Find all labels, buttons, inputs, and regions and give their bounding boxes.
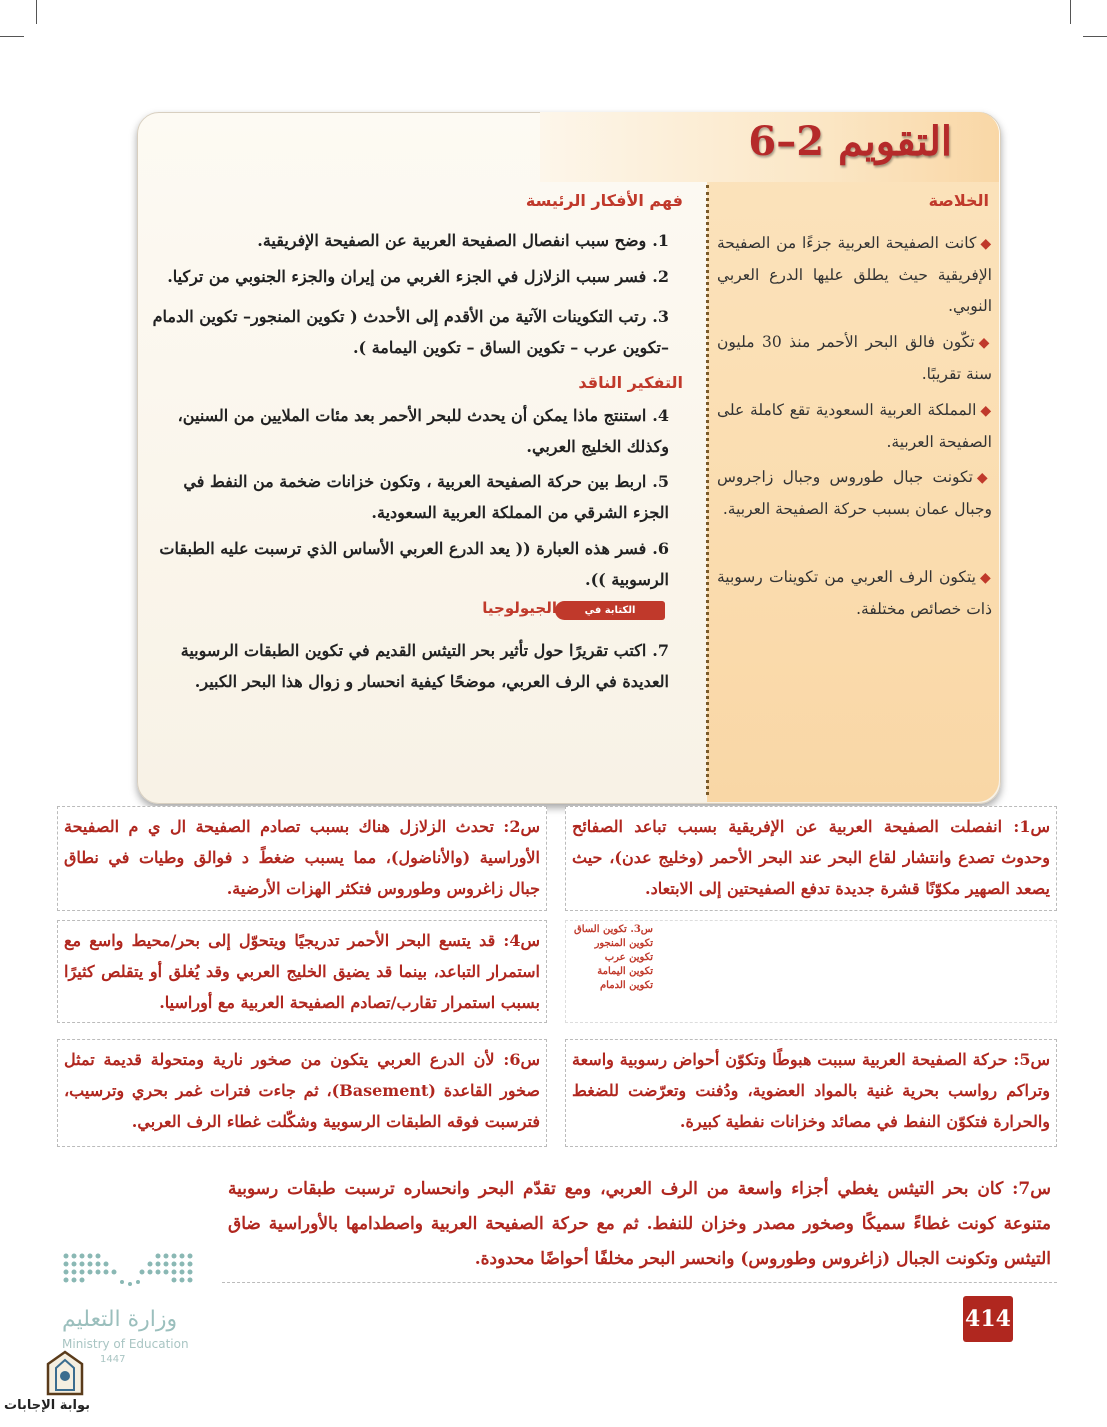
critical-thinking-heading: التفكير الناقد	[578, 373, 683, 392]
answer-3	[565, 920, 1057, 1023]
question-5: 5.اربط بين حركة الصفيحة العربية ، وتكون خزانات ضخمة من النفط في الجزء الشرقي من المملكة العربية السعودية.	[183, 472, 669, 522]
crop-mark	[1070, 0, 1071, 24]
page-number: 414	[963, 1296, 1013, 1342]
bullet-icon: ◆	[976, 470, 992, 486]
answer-6: س6: لأن الدرع العربي يتكون من صخور نارية ومتحولة قديمة تمثل صخور القاعدة (Basement)، ثم جاءت فترات غمر بحري وترسيب، فترسبت فوقه الطبقات الرسوبية وشكّلت غطاء الرف العربي.	[57, 1039, 547, 1147]
main-ideas-heading: فهم الأفكار الرئيسة	[525, 191, 683, 210]
question-3: 3.رتب التكوينات الآتية من الأقدم إلى الأحدث ( تكوين المنجور– تكوين الدمام –تكوين عرب – تكوين الساق – تكوين اليمامة ).	[152, 307, 669, 357]
question-2: 2.فسر سبب الزلازل في الجزء الغربي من إيران والجزء الجنوبي من تركيا.	[167, 267, 669, 286]
question-6: 6.فسر هذه العبارة (( يعد الدرع العربي الأساس الذي ترسبت عليه الطبقات الرسوبية )).	[159, 539, 669, 589]
crop-mark	[0, 36, 24, 37]
crop-mark	[36, 0, 37, 24]
bullet-icon: ◆	[979, 570, 992, 586]
summary-item: ◆يتكون الرف العربي من تكوينات رسوبية ذات خصائص مختلفة.	[717, 568, 992, 618]
bullet-icon: ◆	[980, 403, 992, 419]
bullet-icon: ◆	[978, 335, 992, 351]
site-name: بوابة الإجابات	[4, 1398, 90, 1413]
answer-5: س5: حركة الصفيحة العربية سببت هبوطًا وتكوّن أحواض رسوبية واسعة وتراكم رواسب بحرية غنية بالمواد العضوية، ودُفنت وتعرّضت للضغط والحرارة فتكوّن النفط في مصائد وخزانات نفطية كبيرة.	[565, 1039, 1057, 1147]
ministry-year: 1447	[100, 1354, 126, 1365]
ministry-logo-icon	[62, 1250, 198, 1290]
answer-4: س4: قد يتسع البحر الأحمر تدريجيًا ويتحوّل إلى بحر/محيط واسع مع استمرار التباعد، بينما قد يضيق الخليج العربي وقد يُغلق أو يتقلص كثيرًا بسبب استمرار تقارب/تصادم الصفيحة العربية مع أوراسيا.	[57, 920, 547, 1023]
answer-3-list: س3. تكوين الساق تكوين المنجور تكوين عرب تكوين اليمامة تكوين الدمام	[573, 924, 653, 991]
question-4: 4.استنتج ماذا يمكن أن يحدث للبحر الأحمر بعد مئات الملايين من السنين، وكذلك الخليج العربي.	[177, 406, 669, 456]
summary-item: ◆كانت الصفيحة العربية جزءًا من الصفيحة الإفريقية حيث يطلق عليها الدرع العربي النوبي.	[717, 234, 992, 315]
question-1: 1.وضح سبب انفصال الصفيحة العربية عن الصفيحة الإفريقية.	[257, 231, 669, 250]
crop-mark	[1083, 36, 1107, 37]
summary-heading: الخلاصة	[928, 191, 989, 210]
page-title: التقويم 2–6	[748, 118, 952, 165]
bullet-icon: ◆	[980, 236, 992, 252]
summary-item: ◆تكّون فالق البحر الأحمر منذ 30 مليون سنة تقريبًا.	[717, 333, 992, 383]
ministry-name-ar: وزارة التعليم	[62, 1307, 178, 1332]
ministry-name-en: Ministry of Education	[62, 1337, 189, 1351]
answer-2: س2: تحدث الزلازل هناك بسبب تصادم الصفيحة ال ي م الصفيحة الأوراسية (والأناضول)، مما يسبب ضغطً د فوالق وطيات في نطاق جبال زاغروس وطوروس فتكثر الهزات الأرضية.	[57, 806, 547, 911]
writing-label: الجيولوجيا	[482, 599, 557, 617]
question-7: 7.اكتب تقريرًا حول تأثير بحر التيثس القديم في تكوين الطبقات الرسوبية العديدة في الرف العربي، موضحًا كيفية انحسار و زوال هذا البحر الكبير.	[180, 641, 669, 691]
column-divider	[706, 185, 709, 795]
site-logo-icon	[40, 1350, 90, 1398]
summary-item: ◆المملكة العربية السعودية تقع كاملة على الصفيحة العربية.	[717, 401, 992, 451]
answer-7: س7: كان بحر التيثس يغطي أجزاء واسعة من الرف العربي، ومع تقدّم البحر وانحساره ترسبت طبقات رسوبية متنوعة كونت غطاءً سميكًا وصخور مصدر وخزان للنفط. ثم مع حركة الصفيحة العربية واصطدامها بالأوراسية ضاق التيثس وتكونت الجبال (زاغروس وطوروس) وانحسر البحر مخلفًا أحواضًا محدودة.	[222, 1168, 1057, 1283]
summary-item: ◆تكونت جبال طوروس وجبال زاجروس وجبال عمان بسبب حركة الصفيحة العربية.	[717, 468, 992, 518]
writing-badge: الكتابة في	[555, 601, 665, 620]
answer-1: س1: انفصلت الصفيحة العربية عن الإفريقية بسبب تباعد الصفائح وحدوث تصدع وانتشار لقاع البحر عند البحر الأحمر (وخليج عدن)، حيث يصعد الصهير مكوّنًا قشرة جديدة تدفع الصفيحتين إلى الابتعاد.	[565, 806, 1057, 911]
